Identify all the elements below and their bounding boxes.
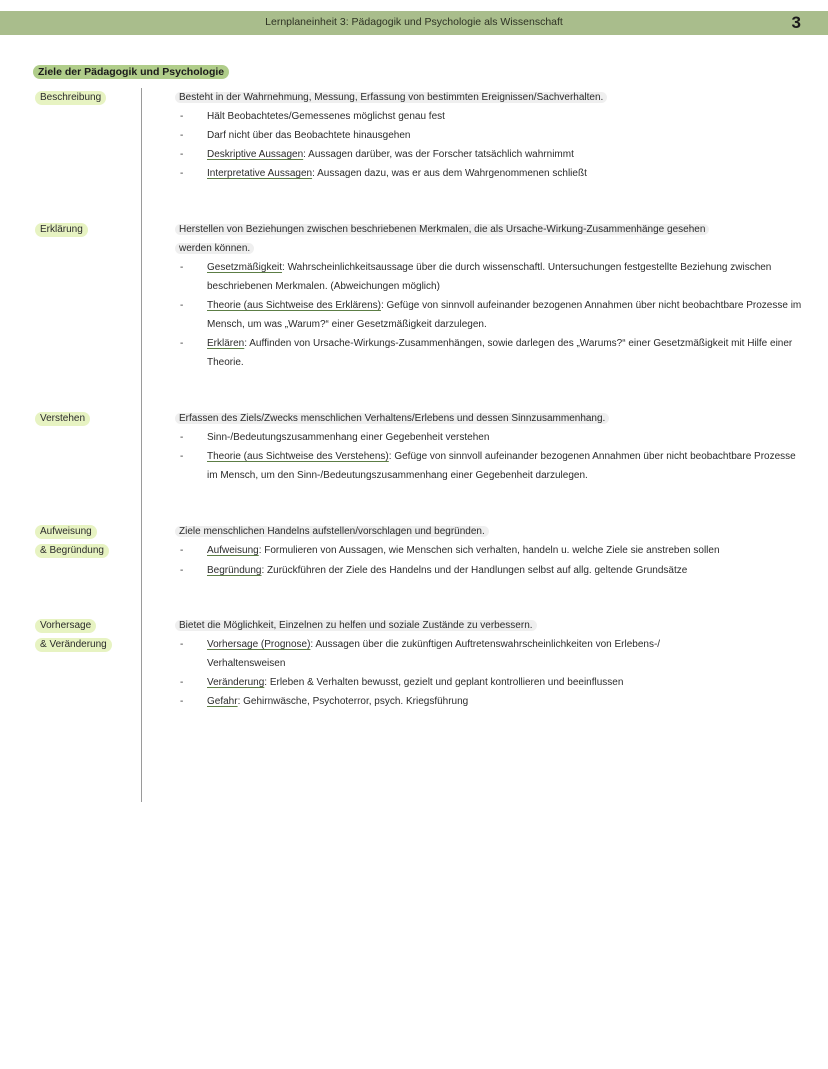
page-title: Lernplaneinheit 3: Pädagogik und Psychologie als Wissenschaft: [265, 16, 563, 28]
term: Vorhersage (Prognose): [207, 639, 311, 650]
term: Interpretative Aussagen: [207, 168, 313, 179]
header-bar: [0, 11, 828, 35]
bullet-dash: -: [180, 300, 184, 311]
intro-beschreibung: Besteht in der Wahrnehmung, Messung, Erfassung von bestimmten Ereignissen/Sachverhalten.: [175, 91, 607, 105]
list-item: Theorie (aus Sichtweise des Erklärens): Gefüge von sinnvoll aufeinander bezogenen Annahmen über nicht beobachtbare Prozesse im Mensch, um was „Warum?“ einer Gesetzmäßigkeit darzulegen.: [207, 300, 802, 330]
tag-begruendung: & Begründung: [35, 544, 109, 558]
bullet-dash: -: [180, 677, 184, 688]
list-item: Begründung: Zurückführen der Ziele des Handelns und der Handlungen selbst auf allg. geltende Grundsätze: [207, 565, 688, 576]
tag-vorhersage: Vorhersage: [35, 619, 96, 633]
tag-aufweisung: Aufweisung: [35, 525, 97, 539]
list-item: Theorie (aus Sichtweise des Verstehens): Gefüge von sinnvoll aufeinander bezogenen Annahmen über nicht beobachtbare Prozesse im Mensch, um den Sinn-/Bedeutungszusammenhang einer Gegebenheit darzulegen.: [207, 451, 796, 481]
list-item: Aufweisung: Formulieren von Aussagen, wie Menschen sich verhalten, handeln u. welche Ziele sie anstreben sollen: [207, 545, 720, 556]
page-number: 3: [791, 13, 801, 32]
list-item: Hält Beobachtetes/Gemessenes möglichst genau fest: [207, 111, 445, 122]
list-item: Veränderung: Erleben & Verhalten bewusst, gezielt und geplant kontrollieren und beeinflussen: [207, 677, 624, 688]
intro-aufweisung: Ziele menschlichen Handelns aufstellen/vorschlagen und begründen.: [175, 525, 489, 539]
section-title: Ziele der Pädagogik und Psychologie: [33, 65, 229, 79]
term: Gesetzmäßigkeit: [207, 262, 283, 273]
tag-veraenderung: & Veränderung: [35, 638, 112, 652]
bullet-dash: -: [180, 111, 184, 122]
tag-beschreibung: Beschreibung: [35, 91, 106, 105]
term: Deskriptive Aussagen: [207, 149, 304, 160]
intro-erklaerung: Herstellen von Beziehungen zwischen beschriebenen Merkmalen, die als Ursache-Wirkung-Zusammenhänge gesehen: [175, 223, 709, 237]
bullet-dash: -: [180, 149, 184, 160]
intro-vorhersage: Bietet die Möglichkeit, Einzelnen zu helfen und soziale Zustände zu verbessern.: [175, 619, 537, 633]
bullet-dash: -: [180, 338, 184, 349]
bullet-dash: -: [180, 696, 184, 707]
bullet-dash: -: [180, 168, 184, 179]
list-item: Gefahr: Gehirnwäsche, Psychoterror, psych. Kriegsführung: [207, 696, 469, 707]
list-item: Gesetzmäßigkeit: Wahrscheinlichkeitsaussage über die durch wissenschaftl. Untersuchungen festgestellte Beziehung zwischen beschriebenen Merkmalen. (Abweichungen möglich): [207, 262, 772, 292]
bullet-dash: -: [180, 639, 184, 650]
term: Gefahr: [207, 696, 238, 707]
bullet-dash: -: [180, 451, 184, 462]
intro-verstehen: Erfassen des Ziels/Zwecks menschlichen Verhaltens/Erlebens und dessen Sinnzusammenhang.: [175, 412, 609, 426]
bullet-dash: -: [180, 130, 184, 141]
list-item: Interpretative Aussagen: Aussagen dazu, was er aus dem Wahrgenommenen schließt: [207, 168, 587, 179]
intro-erklaerung-cont: werden können.: [175, 242, 254, 256]
term: Veränderung: [207, 677, 265, 688]
bullet-dash: -: [180, 432, 184, 443]
tag-erklaerung: Erklärung: [35, 223, 88, 237]
list-item: Deskriptive Aussagen: Aussagen darüber, was der Forscher tatsächlich wahrnimmt: [207, 149, 574, 160]
tag-verstehen: Verstehen: [35, 412, 90, 426]
divider-line: [141, 88, 142, 802]
list-item: Vorhersage (Prognose): Aussagen über die zukünftigen Auftretenswahrscheinlichkeiten von Erlebens-/ Verhaltensweisen: [207, 639, 661, 669]
list-item: Darf nicht über das Beobachtete hinausgehen: [207, 130, 411, 141]
term: Theorie (aus Sichtweise des Verstehens): [207, 451, 389, 462]
bullet-dash: -: [180, 262, 184, 273]
term: Theorie (aus Sichtweise des Erklärens): [207, 300, 381, 311]
bullet-dash: -: [180, 565, 184, 576]
bullet-dash: -: [180, 545, 184, 556]
term: Aufweisung: [207, 545, 259, 556]
list-item: Sinn-/Bedeutungszusammenhang einer Gegebenheit verstehen: [207, 432, 490, 443]
list-item: Erklären: Auffinden von Ursache-Wirkungs-Zusammenhängen, sowie darlegen des „Warums?“ einer Gesetzmäßigkeit mit Hilfe einer Theorie.: [207, 338, 793, 368]
term: Begründung: [207, 565, 262, 576]
term: Erklären: [207, 338, 245, 349]
